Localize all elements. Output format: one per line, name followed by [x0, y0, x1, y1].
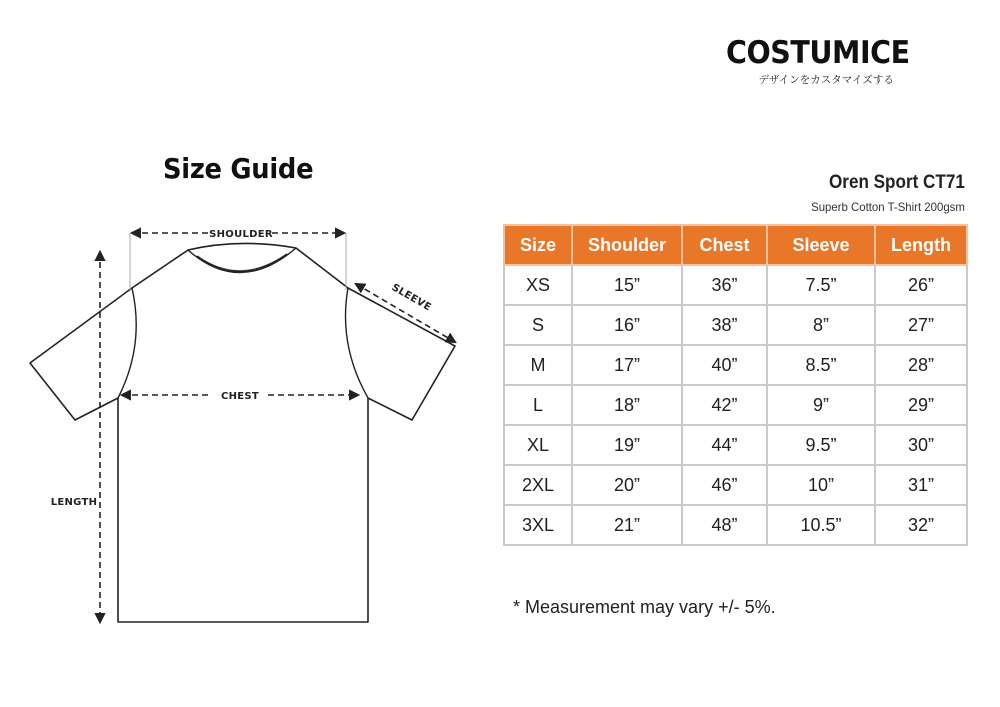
table-row [504, 425, 967, 465]
cell-chest: 44” [682, 425, 767, 465]
cell-shoulder: 21” [572, 505, 682, 545]
size-guide-title: Size Guide [163, 152, 314, 185]
table-row [504, 385, 967, 425]
cell-sleeve: 10.5” [767, 505, 875, 545]
cell-chest: 36” [682, 265, 767, 305]
cell-length: 28” [875, 345, 967, 385]
cell-length: 32” [875, 505, 967, 545]
header-size: Size [504, 225, 572, 265]
table-row [504, 265, 967, 305]
size-table-header-row [504, 225, 967, 265]
brand-logo [726, 35, 926, 87]
brand-tagline: デザインをカスタマイズする [758, 74, 894, 86]
table-row [504, 465, 967, 505]
cell-length: 26” [875, 265, 967, 305]
header-sleeve: Sleeve [767, 225, 875, 265]
length-dimension [51, 252, 100, 622]
cell-sleeve: 8.5” [767, 345, 875, 385]
cell-sleeve: 9.5” [767, 425, 875, 465]
tshirt-outline [30, 243, 455, 622]
length-label: LENGTH [50, 497, 98, 508]
cell-chest: 40” [682, 345, 767, 385]
size-table [503, 224, 968, 546]
tshirt-diagram [0, 200, 480, 640]
cell-sleeve: 9” [767, 385, 875, 425]
cell-shoulder: 18” [572, 385, 682, 425]
header-shoulder: Shoulder [572, 225, 682, 265]
cell-shoulder: 19” [572, 425, 682, 465]
cell-size: M [504, 345, 572, 385]
product-description: Superb Cotton T-Shirt 200gsm [811, 200, 965, 214]
product-name: Oren Sport CT71 [829, 172, 965, 193]
cell-shoulder: 17” [572, 345, 682, 385]
cell-shoulder: 16” [572, 305, 682, 345]
cell-size: XS [504, 265, 572, 305]
cell-length: 31” [875, 465, 967, 505]
cell-chest: 42” [682, 385, 767, 425]
cell-size: XL [504, 425, 572, 465]
table-row [504, 305, 967, 345]
shoulder-label: SHOULDER [209, 229, 273, 240]
cell-size: L [504, 385, 572, 425]
header-chest: Chest [682, 225, 767, 265]
header-length: Length [875, 225, 967, 265]
cell-sleeve: 7.5” [767, 265, 875, 305]
brand-name: COSTUMICE [726, 35, 911, 71]
measurement-note: * Measurement may vary +/- 5%. [513, 597, 776, 617]
cell-shoulder: 15” [572, 265, 682, 305]
cell-chest: 46” [682, 465, 767, 505]
cell-size: 3XL [504, 505, 572, 545]
table-row [504, 345, 967, 385]
sleeve-label: SLEEVE [389, 282, 433, 314]
cell-length: 27” [875, 305, 967, 345]
cell-length: 29” [875, 385, 967, 425]
cell-length: 30” [875, 425, 967, 465]
product-info [803, 172, 965, 214]
chest-label: CHEST [220, 391, 260, 402]
cell-sleeve: 8” [767, 305, 875, 345]
table-row [504, 505, 967, 545]
cell-shoulder: 20” [572, 465, 682, 505]
cell-size: S [504, 305, 572, 345]
shoulder-dimension [132, 229, 344, 240]
cell-sleeve: 10” [767, 465, 875, 505]
cell-chest: 48” [682, 505, 767, 545]
cell-chest: 38” [682, 305, 767, 345]
cell-size: 2XL [504, 465, 572, 505]
